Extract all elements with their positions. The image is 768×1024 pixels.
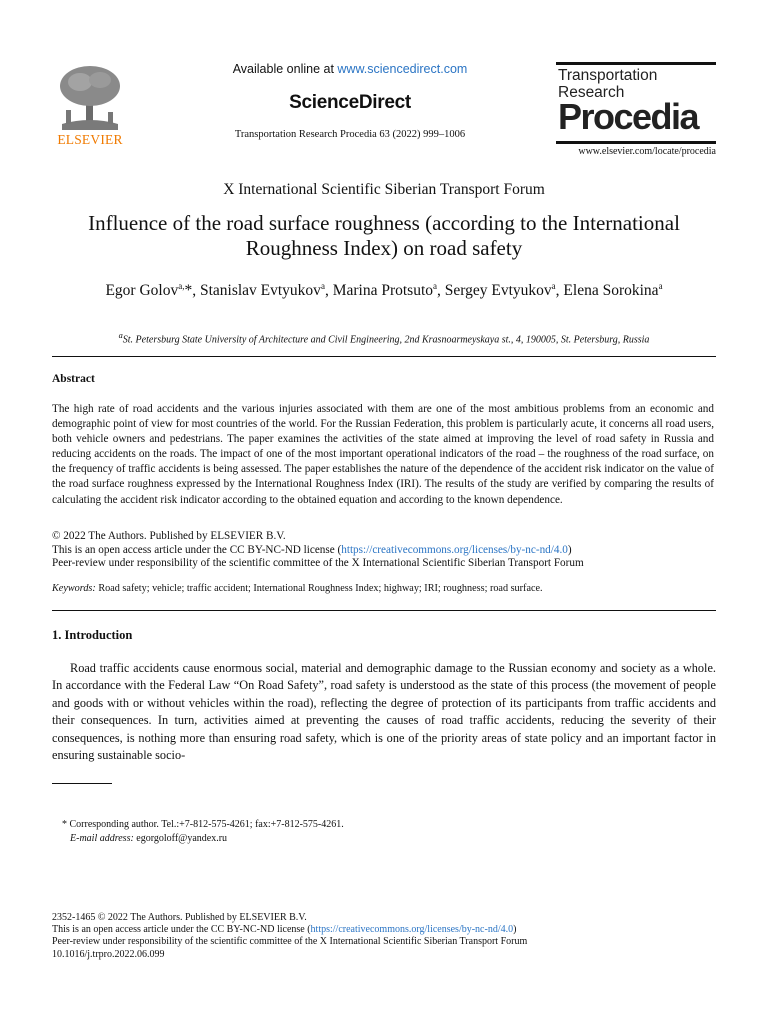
journal-logo-research: Research	[558, 84, 625, 101]
footnote-rule	[52, 783, 112, 784]
forum-name: X International Scientific Siberian Transport Forum	[223, 181, 545, 198]
keywords-label: Keywords:	[52, 583, 96, 594]
license-text: This is an open access article under the CC BY-NC-ND license (	[52, 543, 342, 556]
footer-license-text: This is an open access article under the CC BY-NC-ND license (	[52, 924, 311, 936]
email-label: E-mail address:	[70, 833, 134, 844]
available-online-text: Available online at	[232, 62, 338, 76]
intro-heading: 1. Introduction	[52, 628, 133, 642]
affiliation	[52, 331, 716, 345]
author-affiliation-mark: a	[551, 281, 556, 291]
paper-title: Influence of the road surface roughness (according to the International Roughness Index) on road safety	[88, 211, 680, 260]
affiliation-mark: a	[118, 331, 123, 340]
copyright-block	[52, 530, 714, 571]
journal-logo-transportation: Transportation	[558, 67, 658, 84]
elsevier-wordmark: ELSEVIER	[57, 132, 123, 147]
author-name: Stanislav Evtyukov	[199, 282, 321, 300]
author-name: Egor Golov	[105, 282, 179, 300]
footer-license-link[interactable]: https://creativecommons.org/licenses/by-nc-nd/4.0	[310, 924, 514, 936]
footer-license-line	[52, 924, 716, 936]
corresponding-author-note: * Corresponding author. Tel.:+7-812-575-4261; fax:+7-812-575-4261.	[62, 819, 344, 830]
license-line	[52, 544, 714, 558]
license-link[interactable]: https://creativecommons.org/licenses/by-nc-nd/4.0	[341, 543, 568, 556]
journal-logo-procedia: Procedia	[558, 96, 699, 137]
issn-line: 2352-1465 © 2022 The Authors. Published by ELSEVIER B.V.	[52, 912, 307, 923]
page-footer	[52, 912, 716, 961]
license-text-end: )	[567, 543, 572, 556]
corresponding-mark: *	[184, 282, 193, 300]
journal-logo-bottom-rule	[556, 141, 716, 144]
author-affiliation-mark: a	[658, 281, 663, 291]
keywords-text: Road safety; vehicle; traffic accident; International Roughness Index; highway; IRI; roughness; road surface.	[95, 583, 543, 594]
divider	[52, 356, 716, 357]
intro-paragraph: Road traffic accidents cause enormous social, material and demographic damage to the Russian economy and society as a whole. In accordance with the Federal Law “On Road Safety”, road safety is understood as the state of this process (the movement of people and goods with or without vehicles within the road), reflecting the degree of protection of its participants from traffic accidents and their consequences. In turn, activities aimed at preventing the causes of road traffic accidents, reducing the severity of their consequences, is nothing more than ensuring road safety, which is one of the priority areas of state policy and an important factor in ensuring sustainable socio-	[52, 661, 716, 763]
abstract-text: The high rate of road accidents and the various injuries associated with them are one of the most ambitious problems from an economic and demographic point of view for most countries of the world. For the Russian Federation, this problem is particularly acute, it concerns all road users, both vehicle owners and pedestrians. The paper examines the activities of the state aimed at improving the level of road safety in Russia and reducing accidents on the roads. The impact of one of the most important operational indicators of the road – the roughness of the road surface, on the frequency of traffic accidents is being assessed. The paper establishes the nature of the dependence of the accident risk indicator on the value of the road surface roughness expressed by the International Roughness Index (IRI). The results of the study are verified by comparing the results of calculating the accident risk indicator according to the obtained equation and according to the known dependence.	[52, 403, 714, 506]
journal-reference: Transportation Research Procedia 63 (2022) 999–1006	[234, 129, 466, 140]
email-note	[70, 833, 227, 844]
keywords	[52, 583, 714, 594]
doi-line[interactable]: 10.1016/j.trpro.2022.06.099	[52, 948, 165, 960]
affiliation-text: St. Petersburg State University of Architecture and Civil Engineering, 2nd Krasnoarmeyskaya st., 4, 190005, St. Petersburg, Russia	[122, 334, 650, 346]
sciencedirect-link[interactable]: www.sciencedirect.com	[337, 62, 468, 76]
author-name: Marina Protsuto	[332, 282, 433, 300]
sciencedirect-brand: ScienceDirect	[289, 92, 411, 113]
journal-url[interactable]: www.elsevier.com/locate/procedia	[578, 146, 716, 157]
footer-license-text-end: )	[513, 924, 517, 936]
author-affiliation-mark: a,	[178, 281, 185, 291]
copyright-line: © 2022 The Authors. Published by ELSEVIER B.V.	[52, 530, 286, 542]
author-name: Sergey Evtyukov	[444, 282, 552, 300]
author-affiliation-mark: a	[433, 281, 437, 291]
author-list: Egor Golov$^{a,}$*, Stanislav Evtyukov$^a$, Marina Protsuto$^a$, Sergey Evtyukov$^a$, Elena Sorokina$^a$	[105, 281, 663, 300]
peer-review-line: Peer-review under responsibility of the scientific committee of the X International Scientific Siberian Transport Forum	[52, 557, 584, 570]
author-name: Elena Sorokina	[563, 282, 659, 300]
available-online-line	[220, 62, 480, 76]
footer-peer-review-line: Peer-review under responsibility of the scientific committee of the X International Scientific Siberian Transport Forum	[52, 936, 528, 948]
journal-logo-top-rule	[556, 62, 716, 65]
abstract-heading: Abstract	[52, 373, 95, 385]
divider	[52, 610, 716, 611]
author-affiliation-mark: a	[320, 281, 325, 291]
email-address[interactable]: egorgoloff@yandex.ru	[133, 833, 228, 844]
